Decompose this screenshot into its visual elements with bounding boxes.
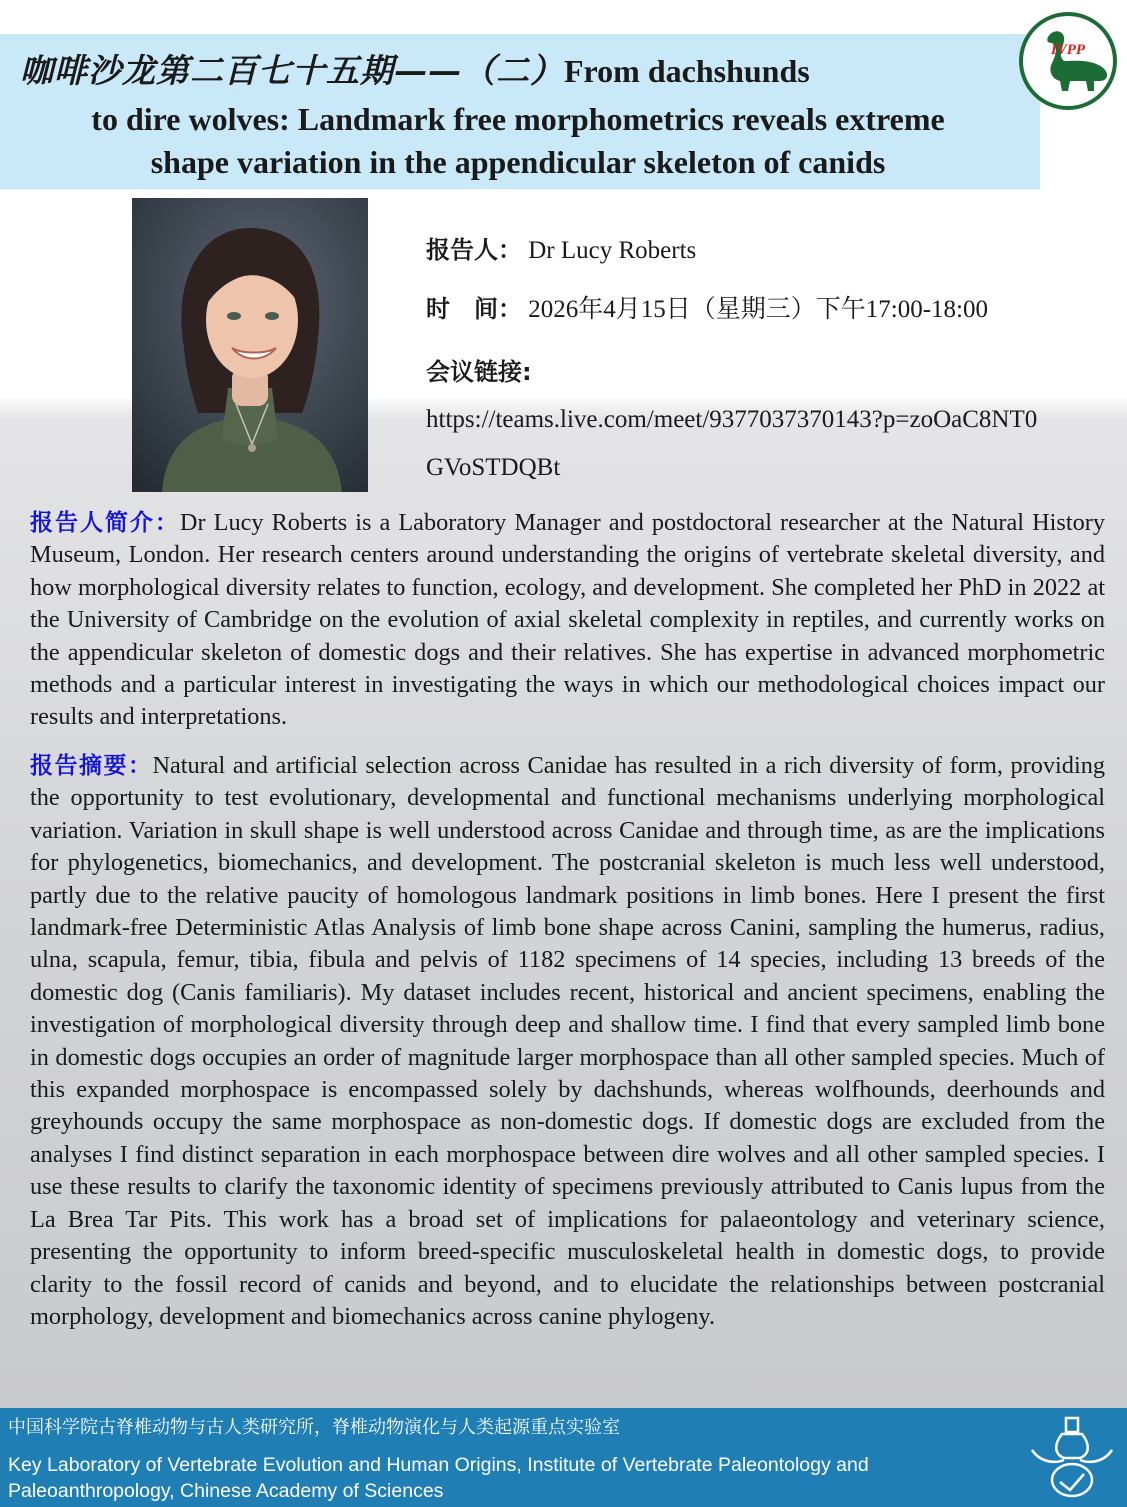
ivpp-logo-text: IVPP xyxy=(1050,42,1086,58)
speaker-row xyxy=(426,233,696,268)
link-row xyxy=(426,355,532,390)
ivpp-logo xyxy=(1018,11,1118,111)
speaker-name: Dr Lucy Roberts xyxy=(528,237,697,264)
bio-text: Dr Lucy Roberts is a Laboratory Manager and postdoctoral researcher at the Natural History Museum, London. Her research centers around understanding the origins of vertebrate skeletal diversity, and how morphological diversity relates to function, ecology, and development. She completed her PhD in 2022 at the University of Cambridge on the evolution of axial skeletal complexity in reptiles, and currently works on the appendicular skeleton of domestic dogs and their relatives. She has expertise in advanced morphometric methods and a particular interest in investigating the ways in which our methodological choices impact our results and interpretations. xyxy=(30,509,1105,731)
meeting-link-line-1[interactable]: https://teams.live.com/meet/9377037370143?p=zoOaC8NT0 xyxy=(426,406,1038,433)
title-line-1 xyxy=(20,46,810,97)
abstract-text: Natural and artificial selection across Canidae has resulted in a rich diversity of form, providing the opportunity to test evolutionary, developmental and functional mechanisms underlying morphological variation. Variation in skull shape is well understood across Canidae and through time, as are the implications for phylogenetics, biomechanics, and development. The postcranial skeleton is much less well understood, partly due to the relative paucity of homologous landmark positions in limb bones. Here I present the first landmark-free Deterministic Atlas Analysis of limb bone shape across Canini, sampling the humerus, radius, ulna, scapula, femur, tibia, fibula and pelvis of 1182 specimens of 14 species, including 13 breeds of the domestic dog (Canis familiaris). My dataset includes recent, historical and ancient specimens, enabling the investigation of morphological diversity through deep and shallow time. I find that every sampled limb bone in domestic dogs occupies an order of magnitude larger morphospace than all other sampled species. Much of this expanded morphospace is encompassed solely by dachshunds, whereas wolfhounds, deerhounds and greyhounds occupy the same morphospace as non-domestic dogs. If domestic dogs are excluded from the analyses I find distinct separation in each morphospace between dire wolves and all other sampled species. I use these results to clarify the taxonomic identity of specimens previously attributed to Canis lupus from the La Brea Tar Pits. This work has a broad set of implications for palaeontology and veterinary science, presenting the opportunity to inform breed-specific musculoskeletal health in domestic dogs, to provide clarity to the fossil record of canids and beyond, and to elucidate the relationships between postcranial morphology, development and biomechanics across canine phylogeny. xyxy=(30,752,1105,1330)
title-chinese: 咖啡沙龙第二百七十五期——（二） xyxy=(20,51,564,90)
time-value: 2026年4月15日（星期三）下午17:00-18:00 xyxy=(528,296,988,323)
vertebra-logo-icon xyxy=(1024,1410,1120,1506)
title-line-3: shape variation in the appendicular skeleton of canids xyxy=(150,144,886,180)
speaker-photo xyxy=(132,198,368,492)
title-line-2: to dire wolves: Landmark free morphometrics reveals extreme xyxy=(91,101,945,137)
speaker-portrait-image xyxy=(132,198,368,492)
footer xyxy=(0,1408,1127,1507)
meeting-link-label: 会议链接: xyxy=(426,358,532,386)
footer-institution-en: Key Laboratory of Vertebrate Evolution and Human Origins, Institute of Vertebrate Paleontology and Paleoanthropology, Chinese Academy of Sciences xyxy=(8,1454,869,1502)
meeting-link-line-2[interactable]: GVoSTDQBt xyxy=(426,454,561,481)
talk-abstract xyxy=(30,750,1105,1333)
speaker-label: 报告人： xyxy=(426,236,522,264)
time-row xyxy=(426,292,988,327)
speaker-bio xyxy=(30,507,1105,734)
footer-institution-cn: 中国科学院古脊椎动物与古人类研究所，脊椎动物演化与人类起源重点实验室 xyxy=(8,1417,620,1438)
bio-heading: 报告人简介： xyxy=(30,510,180,536)
title-english-start: From dachshunds xyxy=(564,53,810,89)
time-label: 时 间： xyxy=(426,295,522,323)
abstract-heading: 报告摘要： xyxy=(30,753,153,779)
